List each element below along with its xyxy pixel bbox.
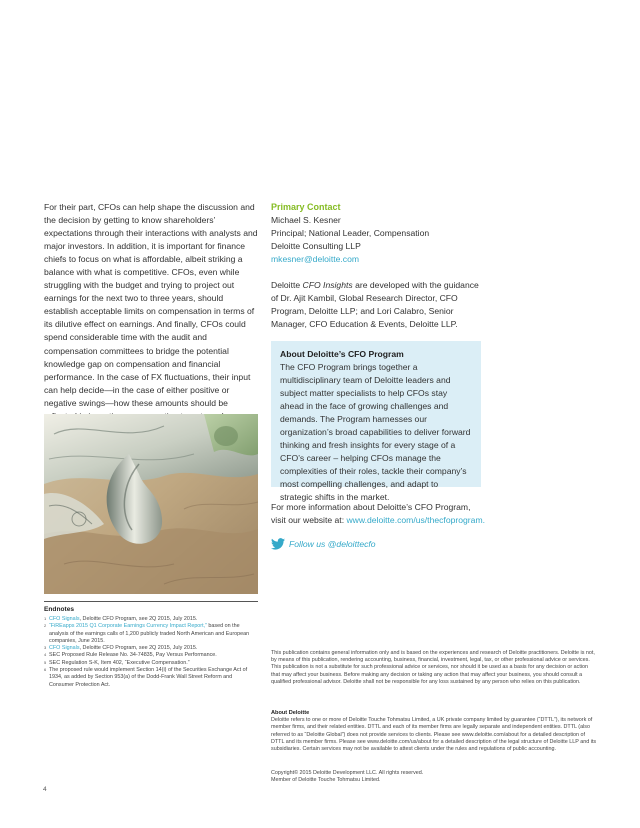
endnote-link[interactable]: CFO Signals [49,645,80,652]
copyright-line: Copyright© 2015 Deloitte Development LLC. All rights reserved. [271,770,424,776]
cfo-program-heading: About Deloitte’s CFO Program [280,349,404,359]
left-paragraph: For their part, CFOs can help shape the discussion and the decision by getting to know shareholders’ expectations through their interactions with analysts and major investors. In addition, it is important for finance chiefs to focus on what is affordable, albeit striking a balance with what is competitive. CFOs, even while struggling with the budget and trying to project out earnings for the next two to three years, should establish acceptable limits on compensation in terms of its dilutive effect on earnings. And finally, CFOs could spend considerable time with the audit and compensation committees to bridge the potential knowledge gap on compensation and financial performance. In the case of FX fluctuations, their input can help decide—in the case of either positive or negative swings—how these amounts should be [44,202,258,408]
twitter-bird-icon [271,538,285,550]
more-info-text: For more information about Deloitte’s CFO Program, visit our website at: www.deloitte.com/us/thecfoprogram. [271,502,485,526]
money-map-illustration [44,414,258,594]
insights-credit: Deloitte CFO Insights are developed with the guidance of Dr. Ajit Kambil, Global Research Director, CFO Program, Deloitte LLP; and Lori Calabro, Senior Manager, CFO Education & Events, Deloitte LLP. [271,280,479,330]
endnote-item: 5 SEC Regulation S-K, Item 402, “Executive Compensation.” [44,659,190,666]
contact-title: Principal; National Leader, Compensation [271,228,430,239]
money-map-photo [44,414,258,594]
endnotes-divider [44,601,258,602]
endnote-item: 2 “FiREapps 2015 Q1 Corporate Earnings Currency Impact Report,” based on the analysis of the earnings calls of 1,200 publicly traded North American and European companies, June 2015. [44,623,250,644]
more-info [271,501,485,527]
contact-company: Deloitte Consulting LLP [271,241,361,252]
endnote-link[interactable]: “FiREapps 2015 Q1 Corporate Earnings Currency Impact Report,” [49,623,207,630]
cfo-program-website-link[interactable]: www.deloitte.com/us/thecfoprogram. [346,515,485,526]
about-deloitte-text: Deloitte refers to one or more of Deloitte Touche Tohmatsu Limited, a UK private company limited by guarantee (“DTTL”), its network of member firms, and their related entities. DTTL and each of its member firms are legally separate and independent entities. DTTL (also referred to as “Deloitte Global”) does not provide services to clients. Please see www.deloitte.com/about for a detailed description of DTTL and its member firms. Please see www.deloitte.com/us/about for a detailed description of the legal structure of Deloitte LLP and its subsidiaries. Certain services may not be available to attest clients under the rules and regulations of public accounting. [271,717,597,753]
cfo-program-box [271,341,481,503]
left-column [44,201,258,436]
endnotes [44,606,256,689]
endnote-item: 4 SEC Proposed Rule Release No. 34-74835, Pay Versus Performance. [44,652,217,659]
follow-text: Follow us @deloittecfo [289,539,376,549]
right-column [271,201,485,331]
endnotes-list [44,616,256,689]
about-deloitte [271,710,597,753]
contact-name: Michael S. Kesner [271,215,341,225]
endnote-item: 3 CFO Signals, Deloitte CFO Program, see 2Q 2015, July 2015. [44,645,198,652]
disclaimer: This publication contains general information only and is based on the experiences and research of Deloitte practitioners. Deloitte is not, by means of this publication, rendering accounting, business, financial, investment, legal, tax, or other professional advice or services. This publication is not a substitute for such professional advice or services, nor should it be used as a basis for any decision or action that may affect your business. Before making any decision or taking any action that may affect your business, you should consult a qualified professional advisor. Deloitte shall not be responsible for any loss sustained by any person who relies on this publication. [271,650,595,685]
endnote-link[interactable]: CFO Signals [49,616,80,622]
endnote-item: 1 CFO Signals, Deloitte CFO Program, see 2Q 2015, July 2015. [44,616,198,622]
member-line: Member of Deloitte Touche Tohmatsu Limited. [271,777,381,784]
endnote-item: 6 The proposed rule would implement Section 14(i) of the Securities Exchange Act of 1934, as added by Section 953(a) of the Dodd-Frank Wall Street Reform and Consumer Protection Act. [44,667,248,688]
page-number: 4 [43,786,47,793]
endnotes-heading: Endnotes [44,606,75,613]
cfo-program-text: The CFO Program brings together a multidisciplinary team of Deloitte leaders and subject matter specialists to help CFOs stay ahead in the face of growing challenges and demands. The Program harnesses our organization’s broad capabilities to deliver forward thinking and fresh insights for every stage of a CFO’s career – helping CFOs manage the complexities of their roles, tackle their company’s most compelling challenges, and adapt to strategic shifts in the market. [280,362,471,503]
contact-email-link[interactable]: mkesner@deloitte.com [271,254,360,265]
about-deloitte-heading: About Deloitte [271,710,310,716]
copyright [271,770,597,784]
primary-contact-heading: Primary Contact [271,202,341,212]
follow-twitter[interactable] [271,538,376,550]
